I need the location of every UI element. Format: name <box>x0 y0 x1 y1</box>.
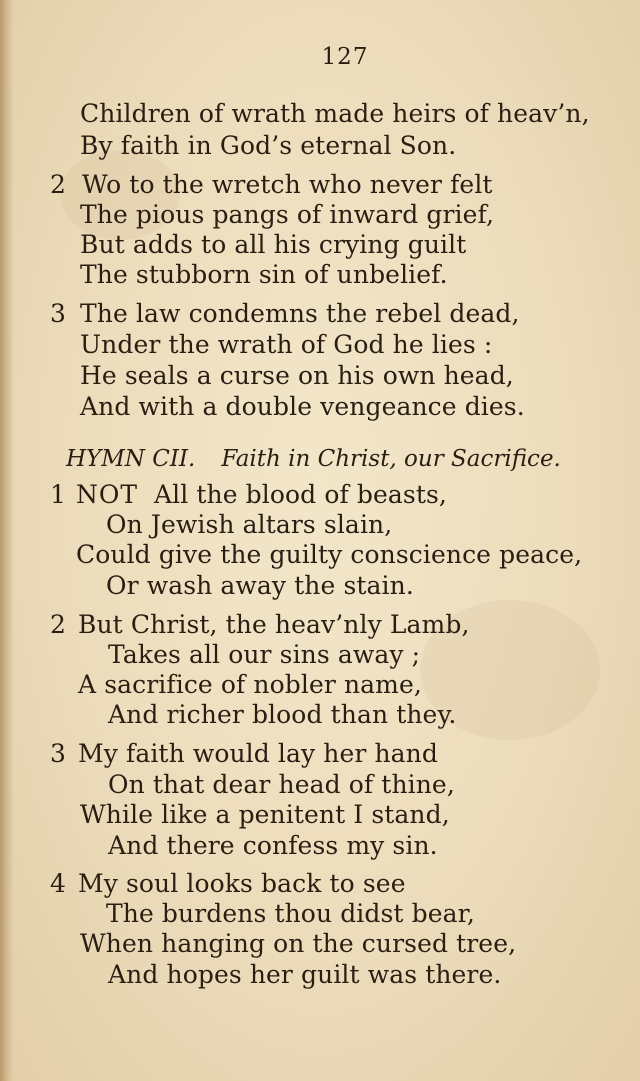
verse-line: Under the wrath of God he lies : <box>80 330 493 359</box>
verse-line: My soul looks back to see <box>78 869 406 898</box>
page-gutter-shadow <box>0 0 14 1081</box>
stanza-first-word: NOT <box>76 480 139 509</box>
verse-line: While like a penitent I stand, <box>80 800 450 829</box>
stanza-number: 3 <box>50 299 66 328</box>
verse-line: My faith would lay her hand <box>78 739 438 768</box>
verse-line: Takes all our sins away ; <box>108 640 421 669</box>
stanza-number: 3 <box>50 739 66 768</box>
verse-line: When hanging on the cursed tree, <box>80 929 517 958</box>
verse-line: He seals a curse on his own head, <box>80 361 514 390</box>
verse-line: And there confess my sin. <box>108 831 438 860</box>
verse-line: Wo to the wretch who never felt <box>82 170 493 199</box>
verse-line: And richer blood than they. <box>108 700 457 729</box>
stanza-number: 2 <box>50 170 66 199</box>
verse-line: The stubborn sin of unbelief. <box>80 260 448 289</box>
verse-line: Or wash away the stain. <box>106 571 414 600</box>
verse-line: On that dear head of thine, <box>108 770 455 799</box>
verse-line: Children of wrath made heirs of heav’n, <box>80 99 590 128</box>
hymn-label: HYMN CII. <box>66 446 196 472</box>
verse-line: All the blood of beasts, <box>154 480 447 509</box>
verse-line: And with a double vengeance dies. <box>80 392 525 421</box>
verse-line: The pious pangs of inward grief, <box>80 200 495 229</box>
verse-line: The law condemns the rebel dead, <box>80 299 520 328</box>
verse-line: On Jewish altars slain, <box>106 510 393 539</box>
hymn-heading <box>66 444 561 474</box>
verse-line: And hopes her guilt was there. <box>108 960 502 989</box>
verse-line: The burdens thou didst bear, <box>106 899 475 928</box>
stanza-number: 1 <box>50 480 66 509</box>
stanza-number: 2 <box>50 610 66 639</box>
page-number: 127 <box>321 44 369 70</box>
verse-line: But Christ, the heav’nly Lamb, <box>78 610 470 639</box>
verse-line: By faith in God’s eternal Son. <box>80 131 457 160</box>
verse-line: But adds to all his crying guilt <box>80 230 467 259</box>
hymn-title: Faith in Christ, our Sacrifice. <box>221 446 561 472</box>
verse-line: A sacrifice of nobler name, <box>78 670 422 699</box>
verse-line: Could give the guilty conscience peace, <box>76 540 583 569</box>
stanza-number: 4 <box>50 869 66 898</box>
